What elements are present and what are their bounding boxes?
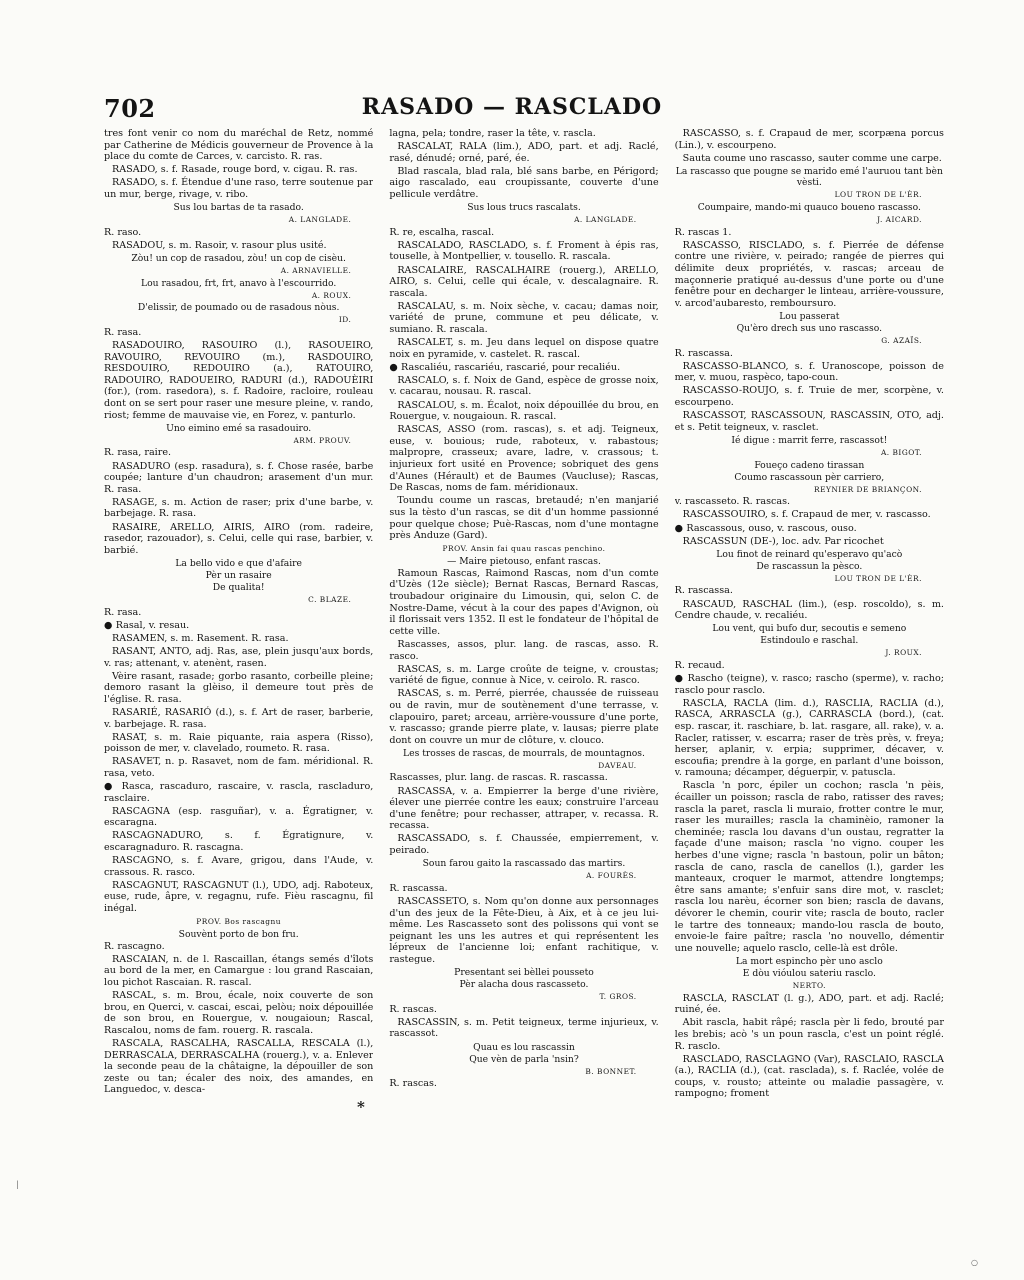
- dictionary-entry: R. rascas.: [389, 1003, 437, 1015]
- dictionary-entry: RASADOU, s. m. Rasoir, v. rasour plus usité.: [112, 239, 327, 251]
- quotation-source: ARM. PROUV.: [293, 435, 352, 445]
- dictionary-entry: RASCLA, RASCLAT (l. g.), ADO, part. et adj. Raclé; ruiné, ée.: [674, 992, 944, 1016]
- dictionary-entry: R. rascassa.: [674, 585, 733, 597]
- column-left: [104, 128, 373, 1258]
- dictionary-entry: RASCASSA, v. a. Empierrer la berge d'une rivière, élever une pierrée contre les eaux; construire l'arceau d'une fenêtre; pour rechasser, attraper, v. recassa. R. recassa.: [389, 785, 659, 832]
- entry-columns: [104, 128, 944, 1258]
- quotation-source: J. AICARD.: [877, 215, 922, 225]
- dictionary-entry: Rascasses, plur. lang. de rascas. R. rascassa.: [389, 772, 608, 784]
- dictionary-entry: RASCALAT, RALA (lim.), ADO, part. et adj. Raclé, rasé, dénudé; orné, paré, ée.: [389, 141, 659, 164]
- quotation-source: B. BONNET.: [585, 1066, 637, 1076]
- dictionary-entry: RASCASSO, s. f. Crapaud de mer, scorpæna porcus (Lin.), v. escourpeno.: [674, 128, 944, 151]
- dictionary-entry: Sauta coume uno rascasso, sauter comme une carpe.: [682, 152, 942, 164]
- quotation-line: D'elissir, de poumado ou de rasadous nòus.: [137, 302, 340, 314]
- dictionary-entry: RASCALAU, s. m. Noix sèche, v. cacau; damas noir, variété de prune, commune et peu délicate, v. sumiano. R. rascala.: [389, 300, 659, 335]
- dictionary-entry: RASCAS, s. m. Perré, pierrée, chaussée de ruisseau ou de ravin, mur de soutènement d'une terrasse, v. clapouiro, paret; arceau, arrière-voussure d'une porte, v. rascasso; grande pierre plate, v. lausas; pierre plate dont on couvre un mur de clôture, v. clouco.: [389, 688, 659, 746]
- quotation-line: Lou vent, qui bufo dur, secoutis e semeno: [712, 623, 907, 635]
- dictionary-entry: RASCAS, ASSO (rom. rascas), s. et adj. Teigneux, euse, v. bouious; rude, raboteux, v. rabastous; malpropre, crasseux; avare, ladre, v. crassous; t. injurieux fort usité en Provence; sobriquet des gens d'Aunes (Hérault) et de Baumes (Vaucluse); Rascas, De Rascas, noms de fam. méridionaux.: [389, 424, 659, 494]
- bullet-icon: ●: [389, 361, 402, 373]
- dictionary-entry: RASCAIAN, n. de l. Rascaillan, étangs semés d'îlots au bord de la mer, en Camargue : lou grand Rascaian, lou pichot Rascaian. R. rascal.: [104, 953, 374, 988]
- dictionary-entry: RASADO, s. f. Étendue d'une raso, terre soutenue par un mur, berge, rivage, v. ribo.: [104, 177, 374, 200]
- quotation-source: J. ROUX.: [885, 648, 922, 658]
- quotation-source: C. BLAZE.: [308, 595, 352, 605]
- quotation-source: A. LANGLADE.: [574, 215, 637, 225]
- dictionary-entry: RASANT, ANTO, adj. Ras, ase, plein jusqu'aux bords, v. ras; attenant, v. atenènt, rasen.: [104, 645, 374, 669]
- dictionary-entry: RASCALA, RASCALHA, RASCALLA, RESCALA (l.), DERRASCALA, DERRASCALHA (rouerg.), v. a. Enlever la seconde peau de la châtaigne, la dépouiller de son zeste ou tan; écaler des noix, des amandes, en Languedoc, v. desca-: [104, 1037, 374, 1096]
- quotation-line: Quau es lou rascassin: [473, 1041, 575, 1053]
- dictionary-entry: RASCAS, s. m. Large croûte de teigne, v. croustas; variété de figue, connue à Nice, v. ceirolo. R. rasco.: [389, 663, 659, 687]
- cross-reference-entry: ● Rascho (teigne), v. rasco; rascho (sperme), v. racho; rasclo pour rasclo.: [674, 673, 944, 696]
- dictionary-entry: Rascla 'n porc, épiler un cochon; rascla 'n pèis, écailler un poisson; rascla de rabo, ratisser des raves; rascla la paret, rascla li muraio, frotter contre le mur, raser les murailles; rascla la chaminèio, ramoner la cheminée; rascla lou davans d'un oustau, regratter la façade d'une maison; rascla 'no vigno. couper les herbes d'une vigne; rascla 'n bastoun, polir un bâton; rascla de cano, rascla de canellos (l.), garder les manteaux, croquer le marmot, attendre longtemps; être sans amante; s'enfuir sans dire mot, v. rasclet; rascla lou narèu, écorner son bien; rascla de davans, dévorer le chemin, courir vite; rascla de bouto, racler le tartre des tonneaux; mando-lou rascla de bouto, envoie-le faire paître; rascla 'no nouvello, démentir une nouvelle; aquelo rasclo, celle-là est drôle.: [674, 780, 944, 954]
- dictionary-entry: RASAVET, n. p. Rasavet, nom de fam. méridional. R. rasa, veto.: [104, 756, 374, 779]
- cross-reference-entry: ● Rasca, rascaduro, rascaire, v. rascla, rascladuro, rasclaire.: [104, 780, 374, 804]
- dictionary-entry: RASARIÉ, RASARIÓ (d.), s. f. Art de raser, barberie, v. barbejage. R. rasa.: [104, 706, 374, 730]
- quotation-source: LOU TRON DE L'ÈR.: [834, 573, 922, 583]
- quotation-source: DAVEAU.: [598, 760, 637, 770]
- dictionary-entry: Abit rascla, habit râpé; rascla pèr li fedo, brouté par les brebis; acò 's un poun rascla, c'est un point réglé. R. rasclo.: [674, 1017, 944, 1052]
- dictionary-entry: RASADO, s. f. Rasade, rouge bord, v. cigau. R. ras.: [112, 164, 358, 176]
- dictionary-entry: Rascasses, assos, plur. lang. de rascas, asso. R. rasco.: [389, 638, 659, 662]
- quotation-line: Uno eimino emé sa rasadouiro.: [166, 422, 312, 434]
- column-middle: [389, 128, 658, 1258]
- dictionary-entry: Toundu coume un rascas, bretaudé; n'en manjarié sus la tèsto d'un rascas, se dit d'un homme passionné pour quelque chose; Puè-Rascas, nom d'une montagne près Anduze (Gard).: [389, 495, 659, 542]
- dictionary-entry: RASCAGNADURO, s. f. Égratignure, v. escaragnaduro. R. rascagna.: [104, 830, 374, 853]
- quotation-line: Zòu! un cop de rasadou, zòu! un cop de cisèu.: [131, 252, 346, 264]
- dictionary-entry: RASCASSETO, s. Nom qu'on donne aux personnages d'un des jeux de la Fête-Dieu, à Aix, et à ce jeu lui-même. Les Rascasseto sont des polissons qui vont se peignant les uns les autres et qui représentent les lépreux de l'ancienne loi; enfant rachitique, v. rastegue.: [389, 895, 659, 965]
- dictionary-entry: R. rascas 1.: [674, 226, 732, 238]
- quotation-line: Lou passerat: [779, 310, 840, 322]
- bullet-icon: ●: [104, 619, 116, 631]
- dictionary-entry: RASADURO (esp. rasadura), s. f. Chose rasée, barbe coupée; lanture d'un chaudron; arasement d'un mur. R. rasa.: [104, 460, 374, 495]
- dictionary-entry: RASCASSO, RISCLADO, s. f. Pierrée de défense contre une rivière, v. peirado; rangée de pierres qui délimite deux propriétés, v. rascas; arceau de maçonnerie pratiqué au-dessus d'une porte ou d'une fenêtre pour en decharger le linteau, arrière-voussure, v. arcod'aubaresto, remboursuro.: [674, 239, 944, 309]
- quotation-line: Lou finot de reinard qu'esperavo qu'acò: [716, 548, 903, 560]
- dictionary-entry: RASCASSO-BLANCO, s. f. Uranoscope, poisson de mer, v. muou, raspèco, tapo-coun.: [674, 360, 944, 384]
- quotation-line: De qualita!: [212, 581, 265, 593]
- dictionary-entry: RASAT, s. m. Raie piquante, raia aspera (Risso), poisson de mer, v. clavelado, roumeto. R. rasa.: [104, 731, 374, 755]
- dictionary-entry: RASCAGNUT, RASCAGNUT (l.), UDO, adj. Raboteux, euse, rude, âpre, v. regagnu, rufe. Fièu rascagnu, fil inégal.: [104, 879, 374, 914]
- quotation-line: E dòu vióulou sateriu rasclo.: [742, 967, 876, 979]
- quotation-line: Presentant sei bèllei pousseto: [454, 966, 594, 978]
- dictionary-entry: RASCAL, s. m. Brou, écale, noix couverte de son brou, en Querci, v. cascai, escai, pelòu; noix dépouillée de son brou, en Rouergue, v. nougaioun; Rascal, Rascalou, noms de fam. rouerg. R. rascala.: [104, 990, 374, 1036]
- quotation-line: Les trosses de rascas, de mourrals, de mountagnos.: [403, 747, 645, 759]
- margin-asterisk: *: [357, 1098, 365, 1116]
- dictionary-entry: RASCAGNA (esp. rasguñar), v. a. Égratigner, v. escaragna.: [104, 805, 374, 829]
- dictionary-entry: RASCAGNO, s. f. Avare, grigou, dans l'Aude, v. crassous. R. rasco.: [104, 855, 374, 878]
- quotation-source: A. LANGLADE.: [288, 215, 352, 225]
- bullet-icon: ●: [674, 673, 688, 685]
- quotation-line: Sus lous trucs rascalats.: [467, 202, 581, 214]
- column-right: [675, 128, 944, 1258]
- bottom-right-mark: ○: [971, 1258, 978, 1267]
- quotation-line: Soun farou gaito la rascassado das martirs.: [422, 858, 626, 870]
- dictionary-entry: R. rascassa.: [389, 882, 448, 894]
- dictionary-entry: RASCASSO-ROUJO, s. f. Truie de mer, scorpène, v. escourpeno.: [674, 385, 944, 409]
- quotation-line: Coumo rascassoun pèr carriero,: [734, 471, 885, 483]
- dictionary-entry: RASCLADO, RASCLAGNO (Var), RASCLAIO, RASCLA (a.), RACLIA (d.), (cat. rasclada), s. f. Raclée, volée de coups, v. rousto; atteinte ou maladie passagère, v. rampogno; froment: [674, 1053, 944, 1100]
- dictionary-entry: RASCASSUN (DE-), loc. adv. Par ricochet: [682, 535, 884, 547]
- bullet-icon: ●: [104, 780, 122, 792]
- quotation-source: PROV. Bos rascagnu: [196, 917, 282, 926]
- quotation-line: Coumpaire, mando-mi quauco boueno rascasso.: [697, 202, 921, 214]
- quotation-line: Estindoulo e raschal.: [760, 635, 859, 647]
- quotation-source: A. BIGOT.: [880, 447, 922, 457]
- dictionary-entry: R. rasa, raire.: [104, 447, 172, 459]
- dictionary-entry: RASCALO, s. f. Noix de Gand, espèce de grosse noix, v. cacarau, nousau. R. rascal.: [389, 374, 659, 398]
- quotation-source: REYNIER DE BRIANÇON.: [814, 484, 922, 494]
- quotation-line: Souvènt porto de bon fru.: [178, 928, 299, 940]
- dictionary-entry: tres font venir co nom du maréchal de Retz, nommé par Catherine de Médicis gouverneur de Provence à la place du comte de Carces, v. carcisto. R. ras.: [104, 128, 374, 163]
- dictionary-entry: RASCASSOUIRO, s. f. Crapaud de mer, v. rascasso.: [682, 509, 931, 521]
- dictionary-entry: R. rascassa.: [674, 347, 733, 359]
- dictionary-entry: R. rascagno.: [104, 940, 165, 952]
- dictionary-entry: Vèire rasant, rasade; gorbo rasanto, corbeille pleine; demoro rasant la glèiso, il demeure tout près de l'église. R. rasa.: [104, 670, 374, 705]
- dictionary-entry: R. recaud.: [674, 660, 725, 672]
- dictionary-entry: lagna, pela; tondre, raser la tête, v. rascla.: [389, 128, 596, 139]
- quotation-line: Foueço cadeno tirassan: [754, 459, 865, 471]
- cross-reference-entry: ● Rascassous, ouso, v. rascous, ouso.: [674, 522, 857, 534]
- dictionary-entry: R. rascas.: [389, 1078, 437, 1090]
- dictionary-entry: RASCASSADO, s. f. Chaussée, empierrement, v. peirado.: [389, 833, 659, 857]
- dictionary-entry: R. raso.: [104, 226, 142, 238]
- quotation-source: A. FOURÈS.: [586, 871, 637, 881]
- quotation-line: — Maire pietouso, enfant rascas.: [447, 555, 601, 567]
- dictionary-entry: RASAGE, s. m. Action de raser; prix d'une barbe, v. barbejage. R. rasa.: [104, 496, 374, 520]
- quotation-line: La rascasso que pougne se marido emé l'auruou tant bèn vèsti.: [675, 165, 943, 189]
- dictionary-entry: v. rascasseto. R. rascas.: [674, 496, 791, 508]
- dictionary-entry: RASCALADO, RASCLADO, s. f. Froment à épis ras, touselle, à Montpellier, v. tousello. R. rascala.: [389, 239, 659, 263]
- quotation-source: G. AZAÏS.: [881, 336, 922, 346]
- dictionary-entry: R. rasa.: [104, 606, 142, 618]
- dictionary-entry: R. rasa.: [104, 327, 142, 338]
- quotation-source: LOU TRON DE L'ÈR.: [834, 190, 922, 200]
- cross-reference-entry: ● Rascaliéu, rascariéu, rascarié, pour recaliéu.: [389, 361, 621, 373]
- quotation-line: Sus lou bartas de ta rasado.: [173, 202, 304, 214]
- dictionary-entry: RASCASSOT, RASCASSOUN, RASCASSIN, OTO, adj. et s. Petit teigneux, v. rasclet.: [674, 410, 944, 433]
- bullet-icon: ●: [674, 522, 687, 534]
- dictionary-entry: RASCLA, RACLA (lim. d.), RASCLIA, RACLIA (d.), RASCA, ARRASCLA (g.), CARRASCLA (bord.), (cat. esp. rascar, it. raschiare, b. lat. rasgare, all. rake), v. a. Racler, ratisser, v. escarra; raser de très près, v. freya; herser, aplanir, v. erpia; supprimer, décaver, v. escoufia; prendre à la gorge, en parlant d'une boisson, v. ramouna; décamper, déguerpir, v. patuscla.: [674, 697, 944, 779]
- quotation-source: A. ROUX.: [311, 290, 352, 300]
- quotation-line: Qu'èro drech sus uno rascasso.: [736, 323, 883, 334]
- quotation-source: T. GROS.: [599, 992, 637, 1002]
- quotation-source: NERTO.: [792, 981, 826, 991]
- quotation-line: Pèr alacha dous rascasseto.: [459, 979, 589, 991]
- quotation-line: La mort espincho pèr uno asclo: [735, 955, 883, 967]
- dictionary-entry: RASCALAIRE, RASCALHAIRE (rouerg.), ARELLO, AIRO, s. Celui, celle qui écale, v. descalagnaire. R. rascala.: [389, 264, 659, 299]
- dictionary-entry: RASCALOU, s. m. Écalot, noix dépouillée du brou, en Rouergue, v. nougaioun. R. rascal.: [389, 399, 659, 423]
- dictionary-entry: R. re, escalha, rascal.: [389, 226, 495, 238]
- quotation-source: PROV. Ansin fai quau rascas penchino.: [442, 544, 606, 554]
- dictionary-entry: RASCASSIN, s. m. Petit teigneux, terme injurieux, v. rascassot.: [389, 1016, 659, 1040]
- quotation-line: La bello vido e que d'afaire: [175, 557, 302, 569]
- quotation-line: Que vèn de parla 'nsin?: [469, 1053, 579, 1065]
- dictionary-entry: Blad rascala, blad rala, blé sans barbe, en Périgord; aigo rascalado, eau croupissante, couverte d'une pellicule verdâtre.: [389, 165, 659, 200]
- dictionary-entry: RASAIRE, ARELLO, AIRIS, AIRO (rom. radeire, rasedor, razouador), s. Celui, celle qui rase, barbier, v. barbié.: [104, 521, 374, 556]
- cross-reference-entry: ● Rasal, v. resau.: [104, 619, 190, 631]
- quotation-line: Ié digue : marrit ferre, rascassot!: [731, 434, 888, 446]
- quotation-source: ID.: [338, 315, 352, 325]
- left-edge-tick: |: [16, 1180, 19, 1189]
- page-number: 702: [104, 94, 156, 123]
- dictionary-entry: RASCALET, s. m. Jeu dans lequel on dispose quatre noix en pyramide, v. castelet. R. rascal.: [389, 337, 659, 360]
- dictionary-entry: RASAMEN, s. m. Rasement. R. rasa.: [112, 632, 289, 644]
- dictionary-entry: RASCAUD, RASCHAL (lim.), (esp. roscoldo), s. m. Cendre chaude, v. recaliéu.: [674, 598, 944, 622]
- quotation-source: A. ARNAVIELLE.: [280, 266, 352, 276]
- dictionary-entry: RASADOUIRO, RASOUIRO (l.), RASOUEIRO, RAVOUIRO, REVOUIRO (m.), RASDOUIRO, RESDOUIRO, REDOUIRO (a.), RATOUIRO, RADOUIRO, RADOUEIRO, RADURI (d.), RADOUÈIRI (for.), (rom. rasedora), s. f. Radoire, racloire, rouleau dont on se sert pour raser une mesure pleine, v. rando, riost; femme de mauvaise vie, en Forez, v. panturlo.: [104, 340, 374, 421]
- running-head: RASADO — RASCLADO: [361, 94, 663, 120]
- quotation-line: Pèr un rasaire: [205, 569, 272, 581]
- quotation-line: Lou rasadou, frt, frt, anavo à l'escourrido.: [140, 277, 337, 289]
- dictionary-entry: Ramoun Rascas, Raimond Rascas, nom d'un comte d'Uzès (12e siècle); Bernat Rascas, Bernard Rascas, troubadour originaire du Limousin, qui, selon C. de Nostre-Dame, vécut à la cour des papes d'Avignon, où il florissait vers 1352. Il est le fondateur de l'hôpital de cette ville.: [389, 567, 659, 637]
- quotation-line: De rascassun la pèsco.: [756, 560, 863, 572]
